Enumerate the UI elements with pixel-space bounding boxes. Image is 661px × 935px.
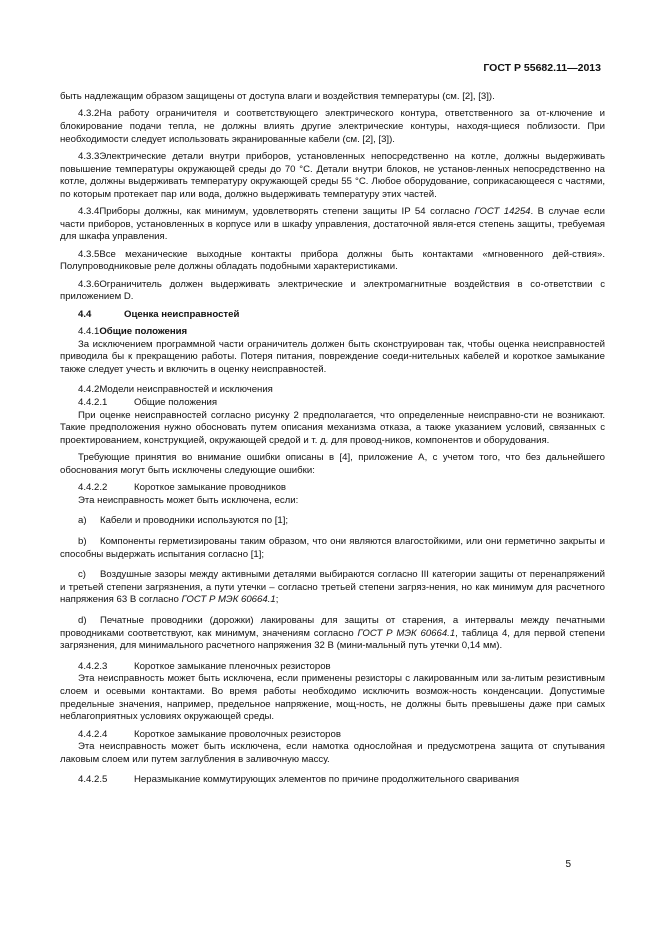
section-title: Неразмыкание коммутирующих элементов по причине продолжительного сваривания bbox=[134, 774, 520, 786]
list-item-label: c) bbox=[78, 569, 86, 581]
section-number: 4.4.2.3 bbox=[78, 660, 108, 672]
section-title: Общие положения bbox=[134, 397, 218, 409]
list-item-label: b) bbox=[78, 535, 87, 547]
list-item-text: Воздушные зазоры между активными деталями выбираются согласно III категории защиты от перенапряжений и третьей степени загрязнения, а пути утечки – согласно третьей степени загряз-нения, но как минимум для расчетного напряжения 63 В согласно bbox=[60, 569, 605, 606]
list-item-a bbox=[60, 515, 605, 528]
paragraph-4-3-5: 4.3.5Все механические выходные контакты прибора должны быть контактами «мгновенного дей-ствия». Полупроводниковые реле должны обладать подобными характеристиками. bbox=[60, 248, 605, 273]
paragraph-text: 4.3.4Приборы должны, как минимум, удовлетворять степени защиты IP 54 согласно bbox=[78, 206, 475, 218]
section-number: 4.4.2.1 bbox=[78, 397, 108, 409]
list-item-text: , таблица 4, для первой степени загрязнения, для минимального расчетного напряжения 32 В (мини-мальный путь утечки 0,14 мм). bbox=[60, 627, 605, 652]
paragraph-error-list-intro: Требующие принятия во внимание ошибки описаны в [4], приложение А, с учетом того, что без дальнейшего обоснования могут быть исключены следующие ошибки: bbox=[60, 452, 605, 476]
list-item-b bbox=[60, 536, 605, 561]
section-number: 4.4 bbox=[78, 308, 92, 320]
subsection-heading-4-4-2-4 bbox=[60, 729, 605, 742]
section-number: 4.4.1 bbox=[78, 326, 100, 338]
paragraph-4-3-3: 4.3.3Электрические детали внутри приборов, установленных непосредственно на котле, должны выдерживать повышение температуры окружающей среды до 70 °С. Детали внутри блоков, не установ-ленных непосредственно на котле, должны выдерживать температуру окружающей среды 55 °С. Любое оборудование, соприкасающееся с частями, по которым протекает пар или вода, должно выдерживать температуру этих частей. bbox=[60, 150, 605, 200]
list-item-label: а) bbox=[78, 515, 87, 527]
section-title: Оценка неисправностей bbox=[124, 308, 240, 320]
standard-reference: ГОСТ Р МЭК 60664.1 bbox=[357, 627, 456, 639]
page-number: 5 bbox=[565, 859, 571, 870]
paragraph: быть надлежащим образом защищены от доступа влаги и воздействия температуры (см. [2], [3]). bbox=[60, 91, 495, 102]
list-item-label: d) bbox=[78, 614, 87, 626]
standard-reference: ГОСТ Р МЭК 60664.1 bbox=[181, 594, 276, 606]
subsection-heading-4-4-2-1 bbox=[60, 397, 605, 410]
standard-reference: ГОСТ 14254 bbox=[474, 206, 531, 218]
list-item-d bbox=[60, 615, 605, 653]
paragraph-4-4-1: За исключением программной части ограничитель должен быть сконструирован так, чтобы оценка неисправностей приводила бы к прекращению работы. Потеря питания, повреждение соеди-нительных кабелей и короткое замыкание также следует учесть и включить в оценку неисправностей. bbox=[60, 338, 605, 375]
section-number: 4.4.2.5 bbox=[78, 774, 108, 786]
subsection-heading-4-4-2: 4.4.2Модели неисправностей и исключения bbox=[78, 384, 273, 396]
section-title: Короткое замыкание проволочных резисторов bbox=[134, 728, 341, 740]
paragraph-4-3-2: 4.3.2На работу ограничителя и соответствующего электрического контура, ответственного за от-ключение и блокирование подачи тепла, не должны влиять другие электрические контуры, находя-щиеся поблизости. При необходимости следует использовать экранированные кабели (см. [2], [3]). bbox=[60, 108, 605, 145]
list-item-c bbox=[60, 569, 605, 607]
section-number: 4.4.2.2 bbox=[78, 482, 108, 494]
list-item-text: ; bbox=[275, 594, 279, 606]
section-title: Общие положения bbox=[99, 326, 188, 338]
list-item-text: Печатные проводники (дорожки) лакированы для защиты от старения, а интервалы между печатными проводниками соответствуют, как минимум, значениям согласно bbox=[60, 614, 605, 639]
paragraph-text: . В случае если части приборов, установленных в корпусе или в шкафу управления, достаточной явля-ется степень защиты, требуемая для шкафа управления. bbox=[60, 206, 605, 243]
paragraph-4-4-2-4: Эта неисправность может быть исключена, если намотка однослойная и предусмотрена защита от спутывания лаковым слоем или путем заглубления в заливочную массу. bbox=[60, 741, 605, 765]
paragraph-4-4-2-2: Эта неисправность может быть исключена, если: bbox=[78, 494, 299, 506]
section-title: Короткое замыкание пленочных резисторов bbox=[134, 660, 331, 672]
paragraph-4-4-2-3: Эта неисправность может быть исключена, если применены резисторы с лакированным или за-литым резистивным слоем и осевыми контактами. Во время работы необходимо исключить возмож-ность конденсации. Допустимые предельные значения, например, предельное напряжение, мощ-ность, не должны быть превышены даже при самых неблагоприятных условиях окружающей среды. bbox=[60, 673, 605, 723]
paragraph-4-3-6: 4.3.6Ограничитель должен выдерживать электрические и электромагнитные воздействия в со-ответствии с приложением D. bbox=[60, 278, 605, 303]
paragraph-4-3-4 bbox=[60, 206, 605, 244]
list-item-text: Компоненты герметизированы таким образом, что они являются влагостойкими, или они герметично закрыты и способны выдержать испытания согласно [1]; bbox=[60, 535, 605, 560]
section-title: Короткое замыкание проводников bbox=[134, 482, 287, 494]
subsection-heading-4-4-1 bbox=[60, 326, 605, 339]
document-header: ГОСТ Р 55682.11—2013 bbox=[483, 62, 601, 74]
document-body bbox=[60, 91, 605, 792]
section-heading-4-4 bbox=[60, 309, 605, 322]
subsection-heading-4-4-2-2 bbox=[60, 482, 605, 495]
subsection-heading-4-4-2-3 bbox=[60, 661, 605, 674]
list-item-text: Кабели и проводники используются по [1]; bbox=[100, 515, 289, 527]
section-number: 4.4.2.4 bbox=[78, 728, 108, 740]
paragraph-4-4-2-1: При оценке неисправностей согласно рисунку 2 предполагается, что определенные неисправно-сти не возникают. Такие предположения нужно обосновать путем описания механизма отказа, а также указанием условий, связанных с проектированием, конструкцией, окружающей средой и т. д. для провод-ников, компонентов и оборудования. bbox=[60, 409, 605, 446]
subsection-heading-4-4-2-5 bbox=[60, 774, 605, 787]
